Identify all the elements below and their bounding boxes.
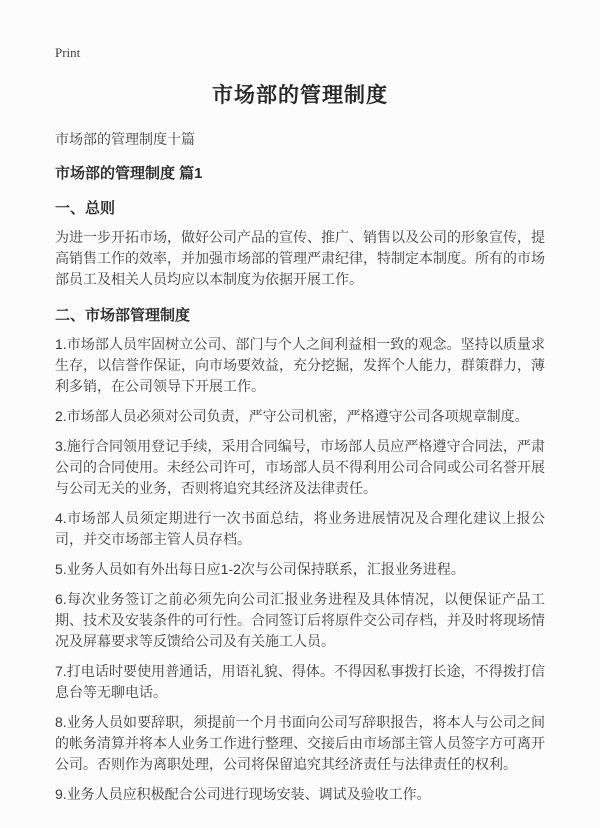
rule-paragraph-1: 1.市场部人员牢固树立公司、部门与个人之间利益相一致的观念。坚持以质量求生存，以信誉作保证，向市场要效益，充分挖掘，发挥个人能力，群策群力，薄利多销，在公司领导下开展工作。 [55,336,545,394]
section-intro-paragraph: 为进一步开拓市场，做好公司产品的宣传、推广、销售以及公司的形象宣传，提高销售工作的效率，并加强市场部的管理严肃纪律，特制定本制度。所有的市场部员工及相关人员均应以本制度为依据开展工作。 [55,229,545,287]
section-heading-general-rules: 一、总则 [55,200,116,217]
rule-paragraph-6: 6.每次业务签订之前必须先向公司汇报业务进程及具体情况，以便保证产品工期、技术及安装条件的可行性。合同签订后将原件交公司存档，并及时将现场情况及屏幕要求等反馈给公司及有关施工人员。 [55,591,545,649]
print-link[interactable]: Print [55,45,81,60]
rule-paragraph-3: 3.施行合同领用登记手续，采用合同编号，市场部人员应严格遵守合同法，严肃公司的合同使用。未经公司许可，市场部人员不得利用公司合同或公司名誉开展与公司无关的业务，否则将追究其经济及法律责任。 [55,438,545,496]
article-title: 市场部的管理制度 篇1 [55,165,203,182]
rule-paragraph-5: 5.业务人员如有外出每日应1-2次与公司保持联系，汇报业务进程。 [55,561,465,577]
rule-paragraph-8: 8.业务人员如要辞职，须提前一个月书面向公司写辞职报告，将本人与公司之间的帐务清算并将本人业务工作进行整理、交接后由市场部主管人员签字方可离开公司。否则作为离职处理，公司将保留追究其经济责任与法律责任的权利。 [55,714,545,772]
rule-paragraph-7: 7.打电话时要使用普通话，用语礼貌、得体。不得因私事拨打长途，不得拨打信息台等无聊电话。 [55,663,545,700]
page-title: 市场部的管理制度 [212,84,388,107]
section-heading-management-rules: 二、市场部管理制度 [55,307,191,324]
rule-paragraph-4: 4.市场部人员须定期进行一次书面总结，将业务进展情况及合理化建议上报公司，并交市场部主管人员存档。 [55,510,545,547]
rule-paragraph-2: 2.市场部人员必须对公司负责，严守公司机密，严格遵守公司各项规章制度。 [55,408,529,424]
rule-paragraph-9: 9.业务人员应积极配合公司进行现场安装、调试及验收工作。 [55,786,431,802]
document-subtitle: 市场部的管理制度十篇 [55,131,195,147]
